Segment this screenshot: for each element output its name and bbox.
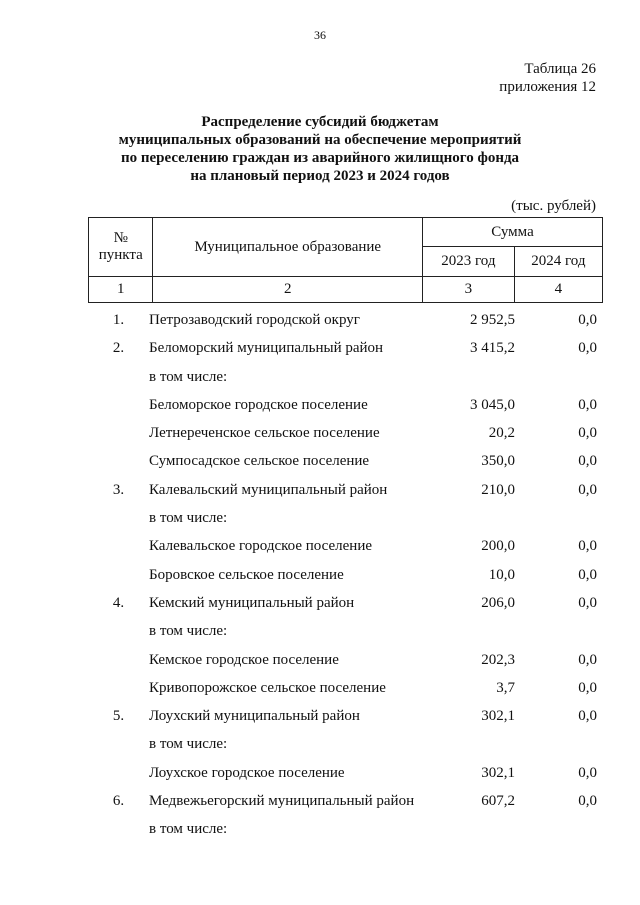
- value-2023: 3 045,0: [470, 396, 515, 413]
- municipality-name: Боровское сельское поселение: [149, 566, 344, 583]
- table-row: [88, 759, 603, 787]
- row-number: 2.: [112, 340, 125, 357]
- municipality-name: Кемский муниципальный район: [149, 594, 355, 611]
- municipality-name: Лоухское городское поселение: [149, 764, 345, 781]
- table-row: [88, 787, 603, 815]
- table-row: [88, 561, 603, 589]
- municipality-name: в том числе:: [149, 510, 228, 527]
- column-index-3: 3: [422, 277, 514, 303]
- table-ref-line1: Таблица 26: [524, 61, 596, 77]
- header-year-2024: 2024 год: [514, 247, 602, 277]
- table-body: [88, 306, 603, 844]
- value-2024: 0,0: [578, 425, 597, 442]
- table-row: [88, 674, 603, 702]
- value-2023: 202,3: [481, 651, 515, 668]
- document-title: [80, 113, 560, 185]
- header-sum: Сумма: [422, 218, 602, 247]
- value-2023: 2 952,5: [470, 312, 515, 328]
- municipality-name: в том числе:: [149, 368, 228, 385]
- table-row: [88, 589, 603, 617]
- value-2023: 302,1: [481, 708, 515, 725]
- value-2023: 3,7: [496, 679, 515, 696]
- value-2024: 0,0: [578, 481, 597, 498]
- municipality-name: Кемское городское поселение: [149, 651, 339, 668]
- units-note: (тыс. рублей): [511, 198, 596, 214]
- header-municipality: Муниципальное образование: [153, 218, 423, 277]
- value-2024: 0,0: [578, 453, 597, 470]
- value-2023: 200,0: [481, 538, 515, 555]
- table-row: [88, 730, 603, 758]
- row-number: 3.: [112, 481, 125, 498]
- table-row: [88, 646, 603, 674]
- table-row: [88, 476, 603, 504]
- value-2024: 0,0: [578, 764, 597, 781]
- municipality-name: Медвежьегорский муниципальный район: [149, 793, 415, 810]
- row-number: 4.: [112, 594, 125, 611]
- municipality-name: Кривопорожское сельское поселение: [149, 679, 386, 696]
- table-row: [88, 617, 603, 645]
- title-line1: Распределение субсидий бюджетам: [201, 114, 439, 130]
- municipality-name: в том числе:: [149, 736, 228, 753]
- municipality-name: Лоухский муниципальный район: [149, 708, 360, 725]
- municipality-name: Беломорский муниципальный район: [149, 340, 384, 357]
- row-number: 5.: [112, 708, 125, 725]
- value-2023: 20,2: [488, 425, 515, 442]
- municipality-name: Сумпосадское сельское поселение: [149, 453, 370, 470]
- value-2024: 0,0: [578, 679, 597, 696]
- value-2024: 0,0: [578, 538, 597, 555]
- table-row: [88, 334, 603, 362]
- municipality-name: Калевальский муниципальный район: [149, 481, 388, 498]
- value-2024: 0,0: [578, 594, 597, 611]
- municipality-name: Летнереченское сельское поселение: [149, 425, 380, 442]
- table-row: [88, 532, 603, 560]
- value-2023: 10,0: [488, 566, 515, 583]
- table-row: [88, 363, 603, 391]
- table-header: [88, 217, 603, 303]
- value-2024: 0,0: [578, 793, 597, 810]
- value-2024: 0,0: [578, 651, 597, 668]
- value-2023: 3 415,2: [470, 340, 515, 357]
- table-row: [88, 419, 603, 447]
- value-2024: 0,0: [578, 312, 597, 328]
- table-row: [88, 391, 603, 419]
- table-row: [88, 504, 603, 532]
- table-ref-line2: приложения 12: [499, 79, 596, 95]
- value-2023: 607,2: [481, 793, 515, 810]
- header-year-2023: 2023 год: [422, 247, 514, 277]
- column-index-1: 1: [89, 277, 153, 303]
- table-row: [88, 447, 603, 475]
- value-2024: 0,0: [578, 566, 597, 583]
- municipality-name: Петрозаводский городской округ: [149, 312, 360, 328]
- table-row: [88, 702, 603, 730]
- header-number: [89, 218, 153, 277]
- table-reference: [499, 60, 596, 96]
- value-2024: 0,0: [578, 708, 597, 725]
- header-number-line2: пункта: [98, 247, 143, 263]
- row-number: 1.: [112, 312, 125, 328]
- value-2023: 206,0: [481, 594, 515, 611]
- value-2023: 210,0: [481, 481, 515, 498]
- table-row: [88, 815, 603, 843]
- title-line2: муниципальных образований на обеспечение мероприятий: [118, 132, 522, 148]
- municipality-name: в том числе:: [149, 623, 228, 640]
- value-2024: 0,0: [578, 340, 597, 357]
- municipality-name: Беломорское городское поселение: [149, 396, 368, 413]
- value-2023: 302,1: [481, 764, 515, 781]
- row-number: 6.: [112, 793, 125, 810]
- title-line3: по переселению граждан из аварийного жилищного фонда: [120, 150, 520, 166]
- municipality-name: Калевальское городское поселение: [149, 538, 373, 555]
- table-row: [88, 306, 603, 334]
- column-index-4: 4: [514, 277, 602, 303]
- title-line4: на плановый период 2023 и 2024 годов: [190, 168, 450, 184]
- header-number-line1: №: [113, 230, 128, 246]
- column-index-2: 2: [153, 277, 423, 303]
- value-2024: 0,0: [578, 396, 597, 413]
- municipality-name: в том числе:: [149, 821, 228, 838]
- value-2023: 350,0: [481, 453, 515, 470]
- page-number: 36: [314, 28, 326, 42]
